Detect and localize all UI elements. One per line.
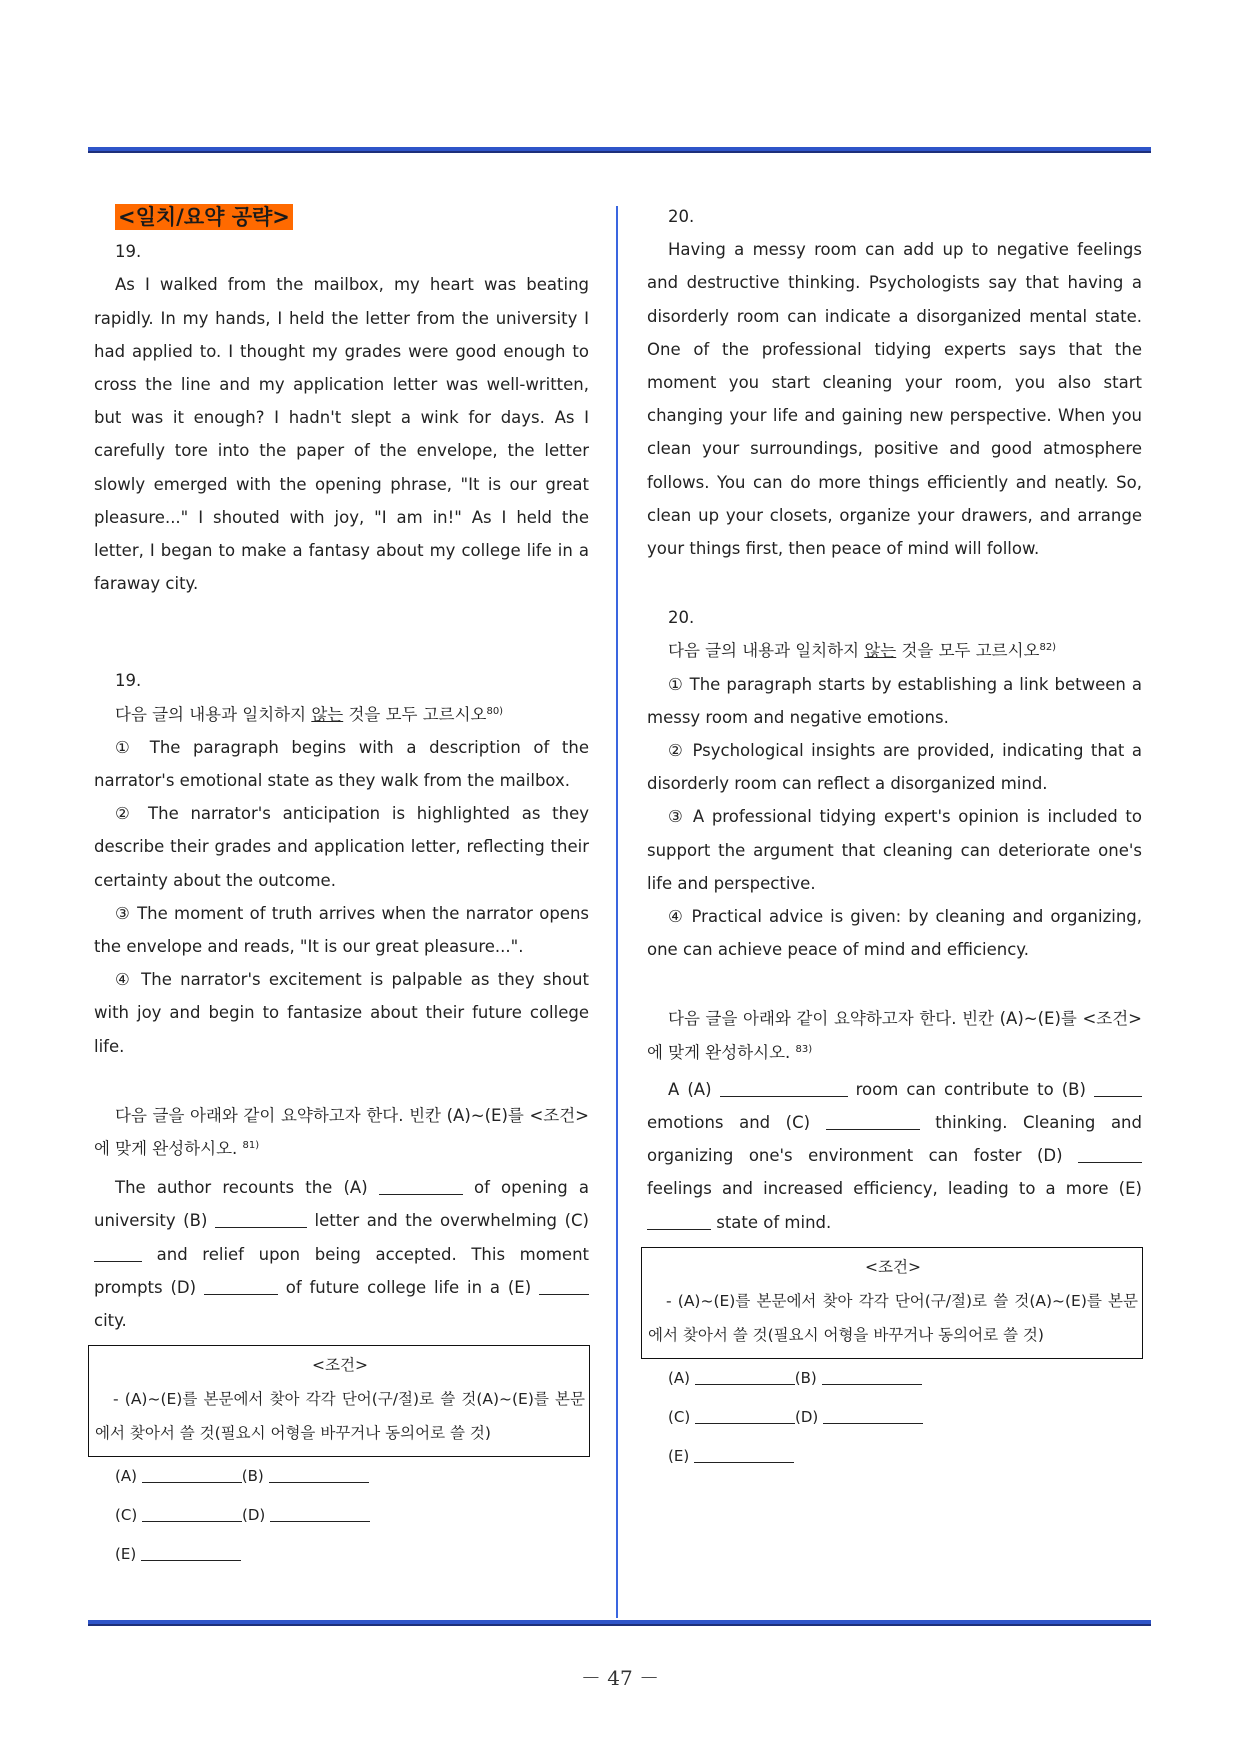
blank-d[interactable]	[1078, 1144, 1142, 1163]
option-2: ② Psychological insights are provided, indicating that a disorderly room can reflect a disorganized mind.	[647, 741, 1142, 794]
answer-b[interactable]	[822, 1366, 922, 1385]
answer-a[interactable]	[695, 1366, 795, 1385]
bottom-rule	[88, 1620, 1151, 1626]
blank-d[interactable]	[204, 1276, 278, 1295]
blank-b[interactable]	[215, 1209, 307, 1228]
condition-text: - (A)~(E)를 본문에서 찾아 각각 단어(구/절)로 쓸 것(A)~(E)를 본문에서 찾아서 쓸 것(필요시 어형을 바꾸거나 동의어로 쓸 것)	[648, 1291, 1138, 1344]
answer-e[interactable]	[141, 1542, 241, 1561]
page-number: － 47 －	[580, 1666, 660, 1690]
answer-line-ab: (A) (B)	[647, 1359, 1142, 1398]
passage-text: As I walked from the mailbox, my heart was beating rapidly. In my hands, I held the letter from the university I had applied to. I thought my grades were good enough to cross the line and my application letter was well-written, but was it enough? I hadn't slept a wink for days. As I carefully tore into the paper of the envelope, the letter slowly emerged with the opening phrase, "It is our great pleasure..." I shouted with joy, "I am in!" As I held the letter, I began to make a fantasy about my college life in a faraway city.	[94, 275, 589, 594]
option-2: ② The narrator's anticipation is highlighted as they describe their grades and application letter, reflecting their certainty about the outcome.	[94, 804, 589, 890]
left-column	[94, 200, 589, 1574]
question-prompt: 다음 글의 내용과 일치하지 않는 것을 모두 고르시오$^{80)}$	[115, 704, 504, 724]
condition-title: <조건>	[312, 1356, 368, 1375]
blank-a[interactable]	[379, 1176, 463, 1195]
summary-prompt: 다음 글을 아래와 같이 요약하고자 한다. 빈칸 (A)~(E)를 <조건>에 맞게 완성하시오. $^{81)}$	[94, 1105, 589, 1159]
option-1: ① The paragraph begins with a description of the narrator's emotional state as they walk from the mailbox.	[94, 737, 589, 791]
condition-text: - (A)~(E)를 본문에서 찾아 각각 단어(구/절)로 쓸 것(A)~(E)를 본문에서 찾아서 쓸 것(필요시 어형을 바꾸거나 동의어로 쓸 것)	[95, 1390, 585, 1443]
summary-text: The author recounts the (A) of opening a university (B) letter and the overwhelming (C) and relief upon being accepted. This moment prompts (D) of future college life in a (E) city.	[94, 1178, 589, 1331]
passage-number: 19.	[115, 242, 142, 262]
summary-text: A (A) room can contribute to (B) emotions and (C) thinking. Cleaning and organizing one's environment can foster (D) feelings and increased efficiency, leading to a more (E) state of mind.	[647, 1079, 1142, 1232]
answer-line-e: (E)	[94, 1535, 589, 1574]
footnote-ref: 83)	[795, 1043, 813, 1055]
question-prompt: 다음 글의 내용과 일치하지 않는 것을 모두 고르시오$^{82)}$	[668, 641, 1057, 661]
blank-e[interactable]	[539, 1276, 589, 1295]
answer-line-e: (E)	[647, 1437, 1142, 1476]
answer-line-cd: (C) (D)	[94, 1496, 589, 1535]
answer-a[interactable]	[142, 1464, 242, 1483]
blank-c[interactable]	[826, 1111, 920, 1130]
answer-e[interactable]	[694, 1444, 794, 1463]
footnote-ref: 82)	[1039, 642, 1057, 654]
option-4: ④ The narrator's excitement is palpable as they shout with joy and begin to fantasize about their future college life.	[94, 970, 589, 1056]
question-number: 19.	[115, 671, 142, 691]
column-divider	[616, 206, 618, 1618]
answer-line-ab: (A) (B)	[94, 1457, 589, 1496]
condition-box	[88, 1345, 590, 1457]
footnote-ref: 80)	[486, 705, 504, 717]
option-3: ③ The moment of truth arrives when the narrator opens the envelope and reads, "It is our great pleasure...".	[94, 903, 589, 957]
option-4: ④ Practical advice is given: by cleaning and organizing, one can achieve peace of mind and efficiency.	[647, 907, 1142, 960]
answer-b[interactable]	[269, 1464, 369, 1483]
right-column	[647, 200, 1142, 1476]
footnote-ref: 81)	[242, 1140, 260, 1152]
passage-text: Having a messy room can add up to negative feelings and destructive thinking. Psychologists say that having a disorderly room can indicate a disorganized mental state. One of the professional tidying experts says that the moment you start cleaning your room, you also start changing your life and gaining new perspective. When you clean your surroundings, positive and good atmosphere follows. You can do more things efficiently and neatly. So, clean up your closets, organize your drawers, and arrange your things first, then peace of mind will follow.	[647, 240, 1142, 559]
option-1: ① The paragraph starts by establishing a link between a messy room and negative emotions.	[647, 674, 1142, 727]
top-rule	[88, 147, 1151, 153]
condition-box	[641, 1247, 1143, 1359]
blank-c[interactable]	[94, 1243, 142, 1262]
blank-a[interactable]	[720, 1078, 848, 1097]
summary-prompt: 다음 글을 아래와 같이 요약하고자 한다. 빈칸 (A)~(E)를 <조건>에 맞게 완성하시오. $^{83)}$	[647, 1009, 1142, 1062]
option-3: ③ A professional tidying expert's opinion is included to support the argument that cleaning can deteriorate one's life and perspective.	[647, 807, 1142, 893]
question-number: 20.	[668, 608, 695, 628]
answer-c[interactable]	[695, 1405, 795, 1424]
answer-d[interactable]	[270, 1503, 370, 1522]
blank-e[interactable]	[647, 1211, 711, 1230]
condition-title: <조건>	[865, 1257, 921, 1276]
section-tag: <일치/요약 공략>	[115, 204, 293, 230]
answer-d[interactable]	[823, 1405, 923, 1424]
blank-b[interactable]	[1094, 1078, 1142, 1097]
answer-line-cd: (C) (D)	[647, 1398, 1142, 1437]
passage-number: 20.	[668, 207, 695, 226]
answer-c[interactable]	[142, 1503, 242, 1522]
